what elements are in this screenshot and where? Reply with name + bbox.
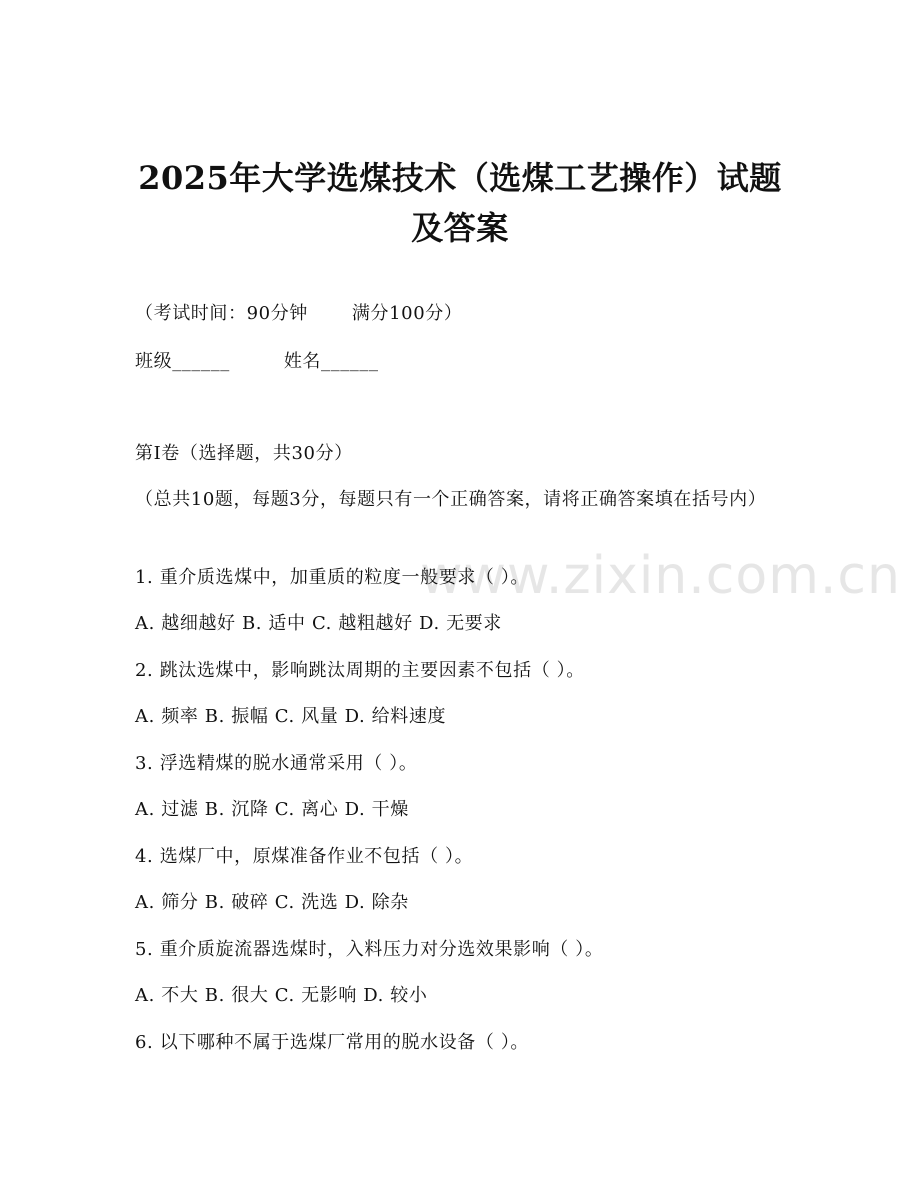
question-3-options: A. 过滤 B. 沉降 C. 离心 D. 干燥 — [135, 799, 409, 820]
question-1: 1. 重介质选煤中，加重质的粒度一般要求（ ）。 — [135, 567, 530, 588]
exam-info — [135, 302, 462, 326]
watermark: www.zixin.com.cn — [420, 546, 901, 606]
name-field: 姓名______ — [283, 351, 379, 372]
section-heading: 第I卷（选择题，共30分） — [135, 443, 353, 464]
section-instruction: （总共10题，每题3分，每题只有一个正确答案，请将正确答案填在括号内） — [135, 489, 767, 510]
question-1-options: A. 越细越好 B. 适中 C. 越粗越好 D. 无要求 — [135, 613, 502, 634]
question-5-options: A. 不大 B. 很大 C. 无影响 D. 较小 — [135, 985, 428, 1006]
question-2-options: A. 频率 B. 振幅 C. 风量 D. 给料速度 — [135, 706, 447, 727]
class-field: 班级______ — [135, 351, 230, 372]
question-6: 6. 以下哪种不属于选煤厂常用的脱水设备（ ）。 — [135, 1032, 530, 1053]
question-4-options: A. 筛分 B. 破碎 C. 洗选 D. 除杂 — [135, 892, 409, 913]
question-3: 3. 浮选精煤的脱水通常采用（ ）。 — [135, 753, 418, 774]
document-title-line2: 及答案 — [411, 209, 509, 247]
question-4: 4. 选煤厂中，原煤准备作业不包括（ ）。 — [135, 846, 474, 867]
student-fields — [135, 350, 379, 374]
question-5: 5. 重介质旋流器选煤时，入料压力对分选效果影响（ ）。 — [135, 939, 604, 960]
question-2: 2. 跳汰选煤中，影响跳汰周期的主要因素不包括（ ）。 — [135, 660, 585, 681]
exam-score: 满分100分） — [351, 303, 463, 324]
document-title-line1: 2025年大学选煤技术（选煤工艺操作）试题 — [138, 159, 782, 197]
exam-time: （考试时间：90分钟 — [135, 303, 308, 324]
